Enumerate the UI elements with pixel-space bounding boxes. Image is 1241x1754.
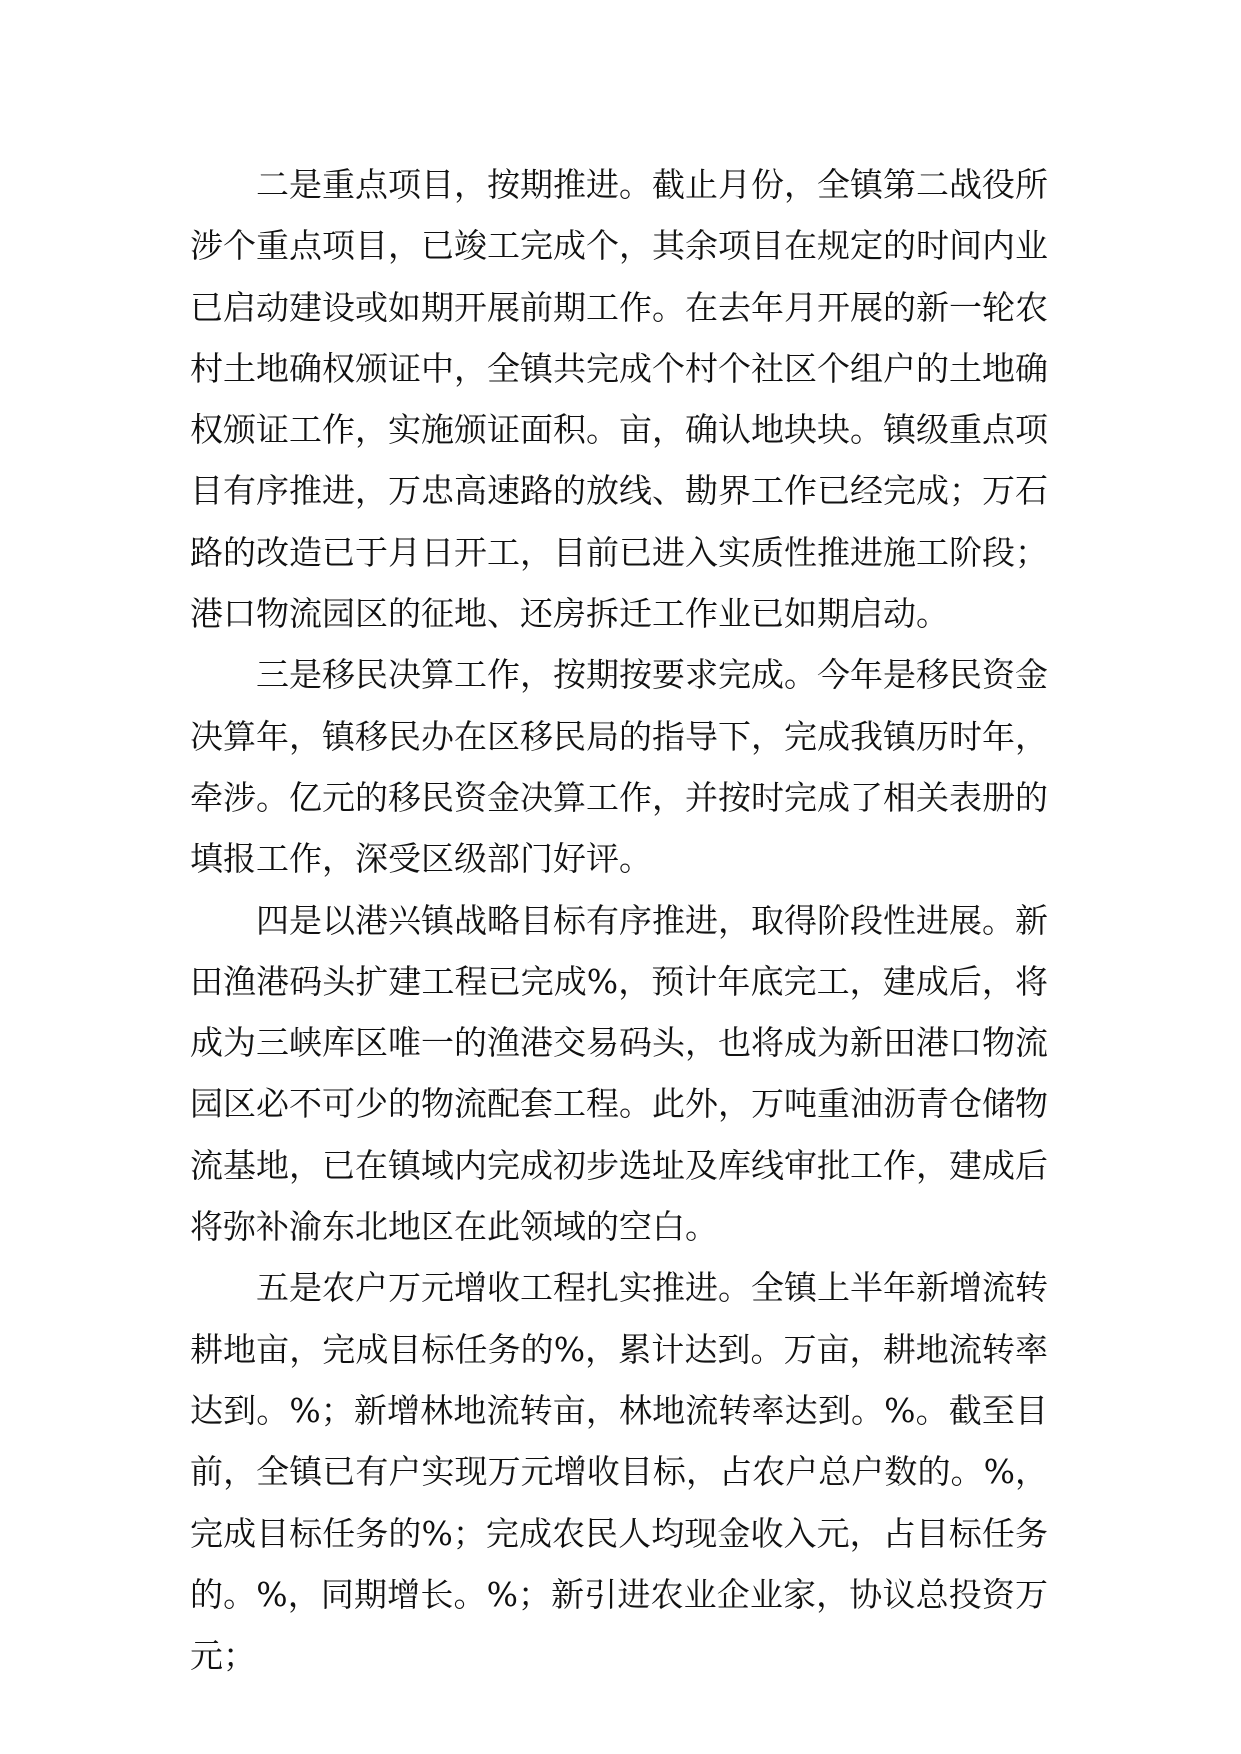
paragraph-key-projects: 二是重点项目，按期推进。截止月份，全镇第二战役所涉个重点项目，已竣工完成个，其余项目在规定的时间内业已启动建设或如期开展前期工作。在去年月开展的新一轮农村土地确权颁证中，全镇共完成个村个社区个组户的土地确权颁证工作，实施颁证面积。亩，确认地块块。镇级重点项目有序推进，万忠高速路的放线、勘界工作已经完成；万石路的改造已于月日开工，目前已进入实质性推进施工阶段；港口物流园区的征地、还房拆迁工作业已如期启动。 bbox=[190, 165, 1048, 634]
paragraph-port-strategy: 四是以港兴镇战略目标有序推进，取得阶段性进展。新田渔港码头扩建工程已完成%，预计年底完工，建成后，将成为三峡库区唯一的渔港交易码头，也将成为新田港口物流园区必不可少的物流配套工程。此外，万吨重油沥青仓储物流基地，已在镇域内完成初步选址及库线审批工作，建成后将弥补渝东北地区在此领域的空白。 bbox=[190, 900, 1048, 1247]
document-body bbox=[190, 154, 1048, 1686]
paragraph-income-project: 五是农户万元增收工程扎实推进。全镇上半年新增流转耕地亩，完成目标任务的%，累计达到。万亩，耕地流转率达到。%；新增林地流转亩，林地流转率达到。%。截至目前，全镇已有户实现万元增收目标，占农户总户数的。%，完成目标任务的%；完成农民人均现金收入元，占目标任务的。%，同期增长。%；新引进农业企业家，协议总投资万元； bbox=[190, 1268, 1048, 1676]
paragraph-migrant-settlement: 三是移民决算工作，按期按要求完成。今年是移民资金决算年，镇移民办在区移民局的指导下，完成我镇历时年，牵涉。亿元的移民资金决算工作，并按时完成了相关表册的填报工作，深受区级部门好评。 bbox=[190, 655, 1048, 879]
